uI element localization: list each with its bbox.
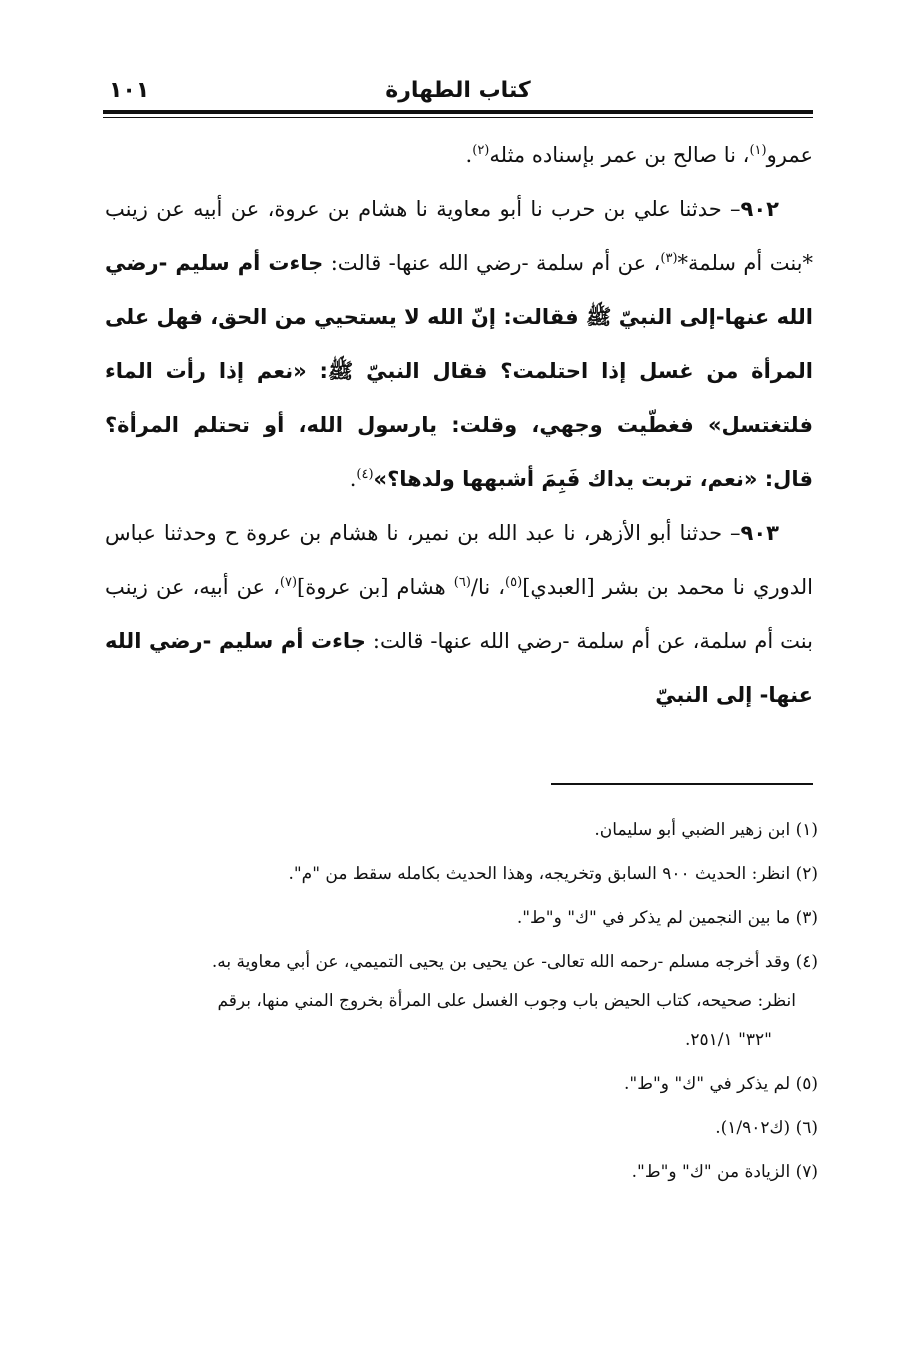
footnote-ref-5: (٥) [505, 575, 523, 590]
footnote-ref-4: (٤) [356, 467, 374, 482]
hadith-902-matn: جاءت أم سليم -رضي الله عنها-إلى النبيّ ﷺ فقالت: إنّ الله لا يستحيي من الحق، فهل على المرأة من غسل إذا احتلمت؟ فقال النبيّ ﷺ: «نعم إذا رأت الماء فلتغتسل» فغطّيت وجهي، وقلت: يارسول الله، أو تحتلم المرأة؟ قال: «نعم، تربت يداك فَبِمَ أشبهها ولدها؟» [105, 251, 813, 491]
header-rule-thick [103, 110, 813, 114]
header-rule-thin [103, 117, 813, 118]
footnote-4-continuation-2: "٣٢" ٢٥١/١. [685, 1030, 772, 1050]
page-number: ١٠١ [109, 78, 150, 103]
footnote-ref-7: (٧) [279, 575, 298, 590]
main-text [105, 128, 813, 722]
footnote-4: (٤) وقد أخرجه مسلم -رحمه الله تعالى- عن يحيى بن يحيى التميمي، عن أبي معاوية به. [211, 952, 818, 972]
footnote-ref-6: (٦) [453, 575, 471, 590]
footnote-ref-3: (٣) [660, 251, 678, 266]
footnotes [105, 808, 818, 1194]
footnote-6: (٦) (ك١/٩٠٢). [715, 1118, 818, 1138]
footnote-divider [551, 783, 813, 785]
hadith-number-903: ٩٠٣ [740, 521, 779, 545]
hadith-903: ٩٠٣– حدثنا أبو الأزهر، نا عبد الله بن نمير، نا هشام بن عروة ح وحدثنا عباس الدوري نا محمد بن بشر [العبدي]$^{(٥)}$، نا/$^{(٦)}$ هشام [بن عروة]$^{(٧)}$، عن أبيه، عن زينب بنت أم سلمة، عن أم سلمة -رضي الله عنها- قالت: جاءت أم سليم -رضي الله عنها- إلى النبيّ [105, 521, 814, 707]
footnote-ref-2: (٢) [472, 143, 490, 158]
footnote-ref-1: (١) [749, 143, 767, 158]
footnote-7: (٧) الزيادة من "ك" و"ط". [631, 1162, 818, 1182]
footnote-3: (٣) ما بين النجمين لم يذكر في "ك" و"ط". [516, 908, 818, 928]
footnote-5: (٥) لم يذكر في "ك" و"ط". [624, 1074, 818, 1094]
hadith-902: ٩٠٢– حدثنا علي بن حرب نا أبو معاوية نا هشام بن عروة، عن أبيه عن زينب *بنت أم سلمة*$^{(٣)}$، عن أم سلمة -رضي الله عنها- قالت: جاءت أم سليم -رضي الله عنها-إلى النبيّ ﷺ فقالت: إنّ الله لا يستحيي من الحق، فهل على المرأة من غسل إذا احتلمت؟ فقال النبيّ ﷺ: «نعم إذا رأت الماء فلتغتسل» فغطّيت وجهي، وقلت: يارسول الله، أو تحتلم المرأة؟ قال: «نعم، تربت يداك فَبِمَ أشبهها ولدها؟»$^{(٤)}$. [105, 197, 813, 491]
continuation-line: عمرو$^{(١)}$، نا صالح بن عمر بإسناده مثله$^{(٢)}$. [465, 143, 813, 167]
running-header [103, 70, 813, 118]
footnote-4-continuation: انظر: صحيحه، كتاب الحيض باب وجوب الغسل على المرأة بخروج المني منها، برقم [217, 991, 796, 1011]
chapter-title: كتاب الطهارة [385, 78, 531, 103]
hadith-903-matn: جاءت أم سليم -رضي الله عنها- إلى النبيّ [105, 629, 813, 707]
footnote-1: (١) ابن زهير الضبي أبو سليمان. [594, 820, 818, 840]
footnote-2: (٢) انظر: الحديث ٩٠٠ السابق وتخريجه، وهذا الحديث بكامله سقط من "م". [288, 864, 818, 884]
hadith-number-902: ٩٠٢ [740, 197, 779, 221]
